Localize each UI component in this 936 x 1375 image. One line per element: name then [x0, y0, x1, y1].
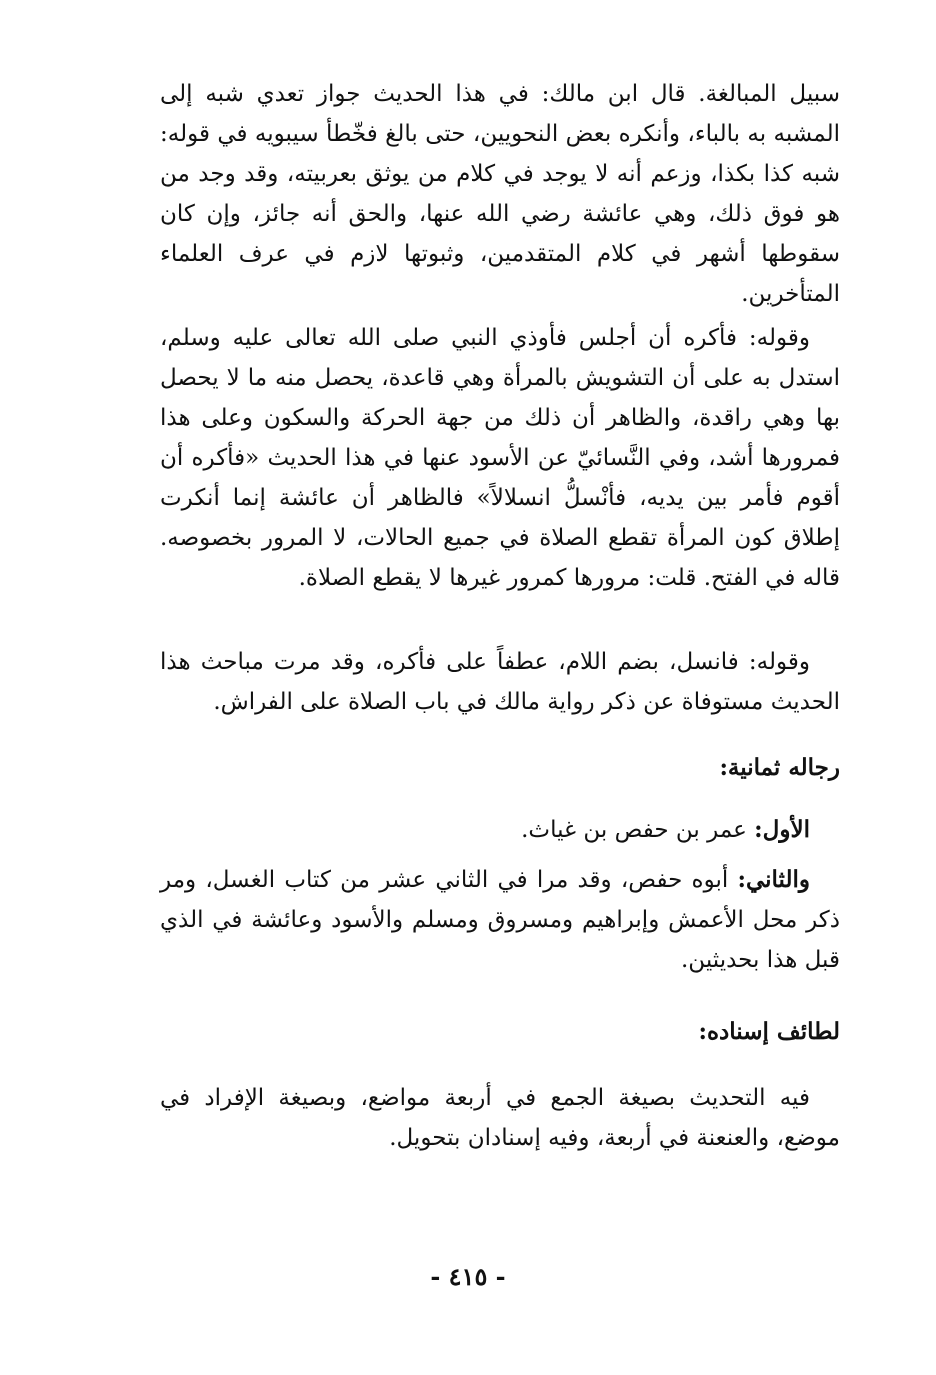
paragraph-text: وقوله: فانسل، بضم اللام، عطفاً على فأكره، وقد مرت مباحث هذا الحديث مستوفاة عن ذكر رواية مالك في باب الصلاة على الفراش.	[160, 649, 840, 715]
narrator-second-line	[160, 860, 840, 980]
paragraph-saying-slip	[160, 642, 840, 722]
page-number: - ٤١٥ -	[430, 1262, 506, 1291]
narrator-second-text: أبوه حفص، وقد مرا في الثاني عشر من كتاب الغسل، ومر ذكر محل الأعمش وإبراهيم ومسروق ومسلم والأسود وعائشة في الذي قبل هذا بحديثين.	[160, 867, 840, 973]
heading-narrators: رجاله ثمانية:	[719, 754, 840, 781]
narrator-second	[160, 860, 840, 980]
narrator-second-label: والثاني:	[737, 866, 810, 893]
paragraph-saying-sit	[160, 318, 840, 598]
paragraph-subtleties	[160, 1078, 840, 1158]
narrator-first-label: الأول:	[754, 816, 810, 843]
paragraph-ibn-malik	[160, 74, 840, 314]
paragraph-text: وقوله: فأكره أن أجلس فأوذي النبي صلى الله تعالى عليه وسلم، استدل به على أن التشويش بالمرأة وهي قاعدة، يحصل منه ما لا يحصل بها وهي راقدة، والظاهر أن ذلك من جهة الحركة والسكون وعلى هذا فمرورها أشد، وفي النَّسائيّ عن الأسود عنها في هذا الحديث «فأكره أن أقوم فأمر بين يديه، فأنْسلُّ انسلالاً» فالظاهر أن عائشة إنما أنكرت إطلاق كون المرأة تقطع الصلاة في جميع الحالات، لا المرور بخصوصه. قاله في الفتح. قلت: مرورها كمرور غيرها لا يقطع الصلاة.	[160, 325, 840, 591]
paragraph-text: سبيل المبالغة. قال ابن مالك: في هذا الحديث جواز تعدي شبه إلى المشبه به بالباء، وأنكره بعض النحويين، حتى بالغ فخّطأ سيبويه في قوله: شبه كذا بكذا، وزعم أنه لا يوجد في كلام من يوثق بعربيته، وقد وجد من هو فوق ذلك، وهي عائشة رضي الله عنها، والحق أنه جائز، وإن كان سقوطها أشهر في كلام المتقدمين، وثبوتها لازم في عرف العلماء المتأخرين.	[160, 81, 840, 307]
narrator-first-line	[160, 810, 840, 850]
paragraph-text: فيه التحديث بصيغة الجمع في أربعة مواضع، وبصيغة الإفراد في موضع، والعنعنة في أربعة، وفيه إسنادان بتحويل.	[160, 1085, 840, 1151]
heading-subtleties: لطائف إسناده:	[698, 1018, 840, 1045]
narrator-first	[160, 810, 840, 850]
narrator-first-text: عمر بن حفص بن غياث.	[521, 817, 755, 843]
